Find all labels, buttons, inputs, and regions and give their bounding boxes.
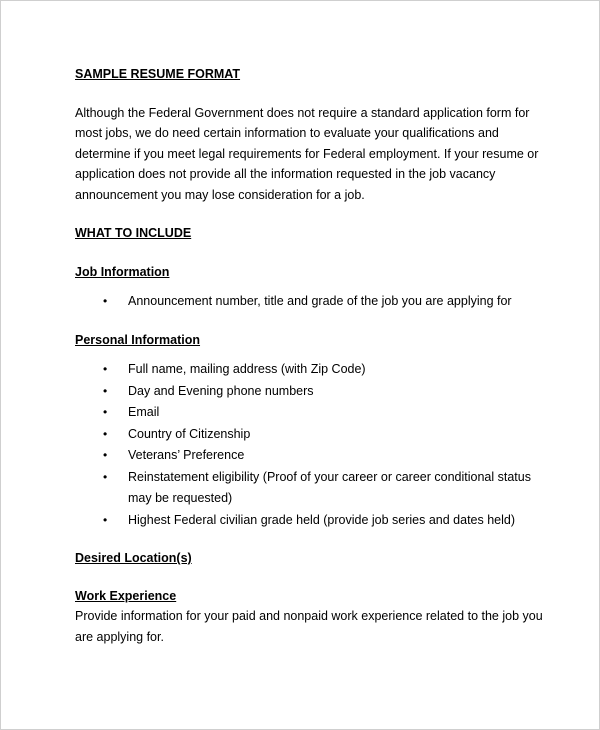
list-item <box>75 359 545 381</box>
desired-locations-heading: Desired Location(s) <box>75 551 192 565</box>
personal-information-list <box>75 359 545 531</box>
bullet-icon: • <box>103 512 108 527</box>
list-item-text: Reinstatement eligibility (Proof of your career or career conditional status may be requested) <box>128 469 531 505</box>
bullet-icon: • <box>103 448 108 462</box>
bullet-icon: • <box>103 294 108 308</box>
list-item-text: Announcement number, title and grade of the job you are applying for <box>128 294 512 308</box>
list-item-text: Highest Federal civilian grade held (provide job series and dates held) <box>128 512 516 527</box>
document-title: SAMPLE RESUME FORMAT <box>75 67 241 81</box>
list-item-text: Veterans’ Preference <box>128 448 245 462</box>
list-item-text: Country of Citizenship <box>128 426 251 441</box>
bullet-icon: • <box>103 469 108 484</box>
list-item <box>75 381 545 403</box>
list-item <box>75 402 545 424</box>
list-item <box>75 467 545 510</box>
list-item-text: Full name, mailing address (with Zip Code) <box>128 362 366 376</box>
job-information-heading: Job Information <box>75 264 170 279</box>
what-to-include-heading: WHAT TO INCLUDE <box>75 226 192 240</box>
bullet-icon: • <box>103 383 108 398</box>
work-experience-text: Provide information for your paid and nonpaid work experience related to the job you are applying for. <box>75 609 543 644</box>
bullet-icon: • <box>103 426 108 441</box>
intro-paragraph: Although the Federal Government does not require a standard application form for most jobs, we do need certain information to evaluate your qualifications and determine if you meet legal requirements for Federal employment. If your resume or application does not provide all the information requested in the job vacancy announcement you may lose consideration for a job. <box>75 105 539 202</box>
document-body <box>75 64 545 647</box>
list-item-text: Email <box>128 405 160 419</box>
bullet-icon: • <box>103 405 108 419</box>
job-information-list <box>75 291 545 313</box>
personal-information-heading: Personal Information <box>75 332 201 347</box>
list-item <box>75 291 545 313</box>
list-item <box>75 445 545 467</box>
bullet-icon: • <box>103 362 108 376</box>
work-experience-heading: Work Experience <box>75 588 177 603</box>
list-item <box>75 424 545 446</box>
list-item <box>75 510 545 532</box>
list-item-text: Day and Evening phone numbers <box>128 383 314 398</box>
